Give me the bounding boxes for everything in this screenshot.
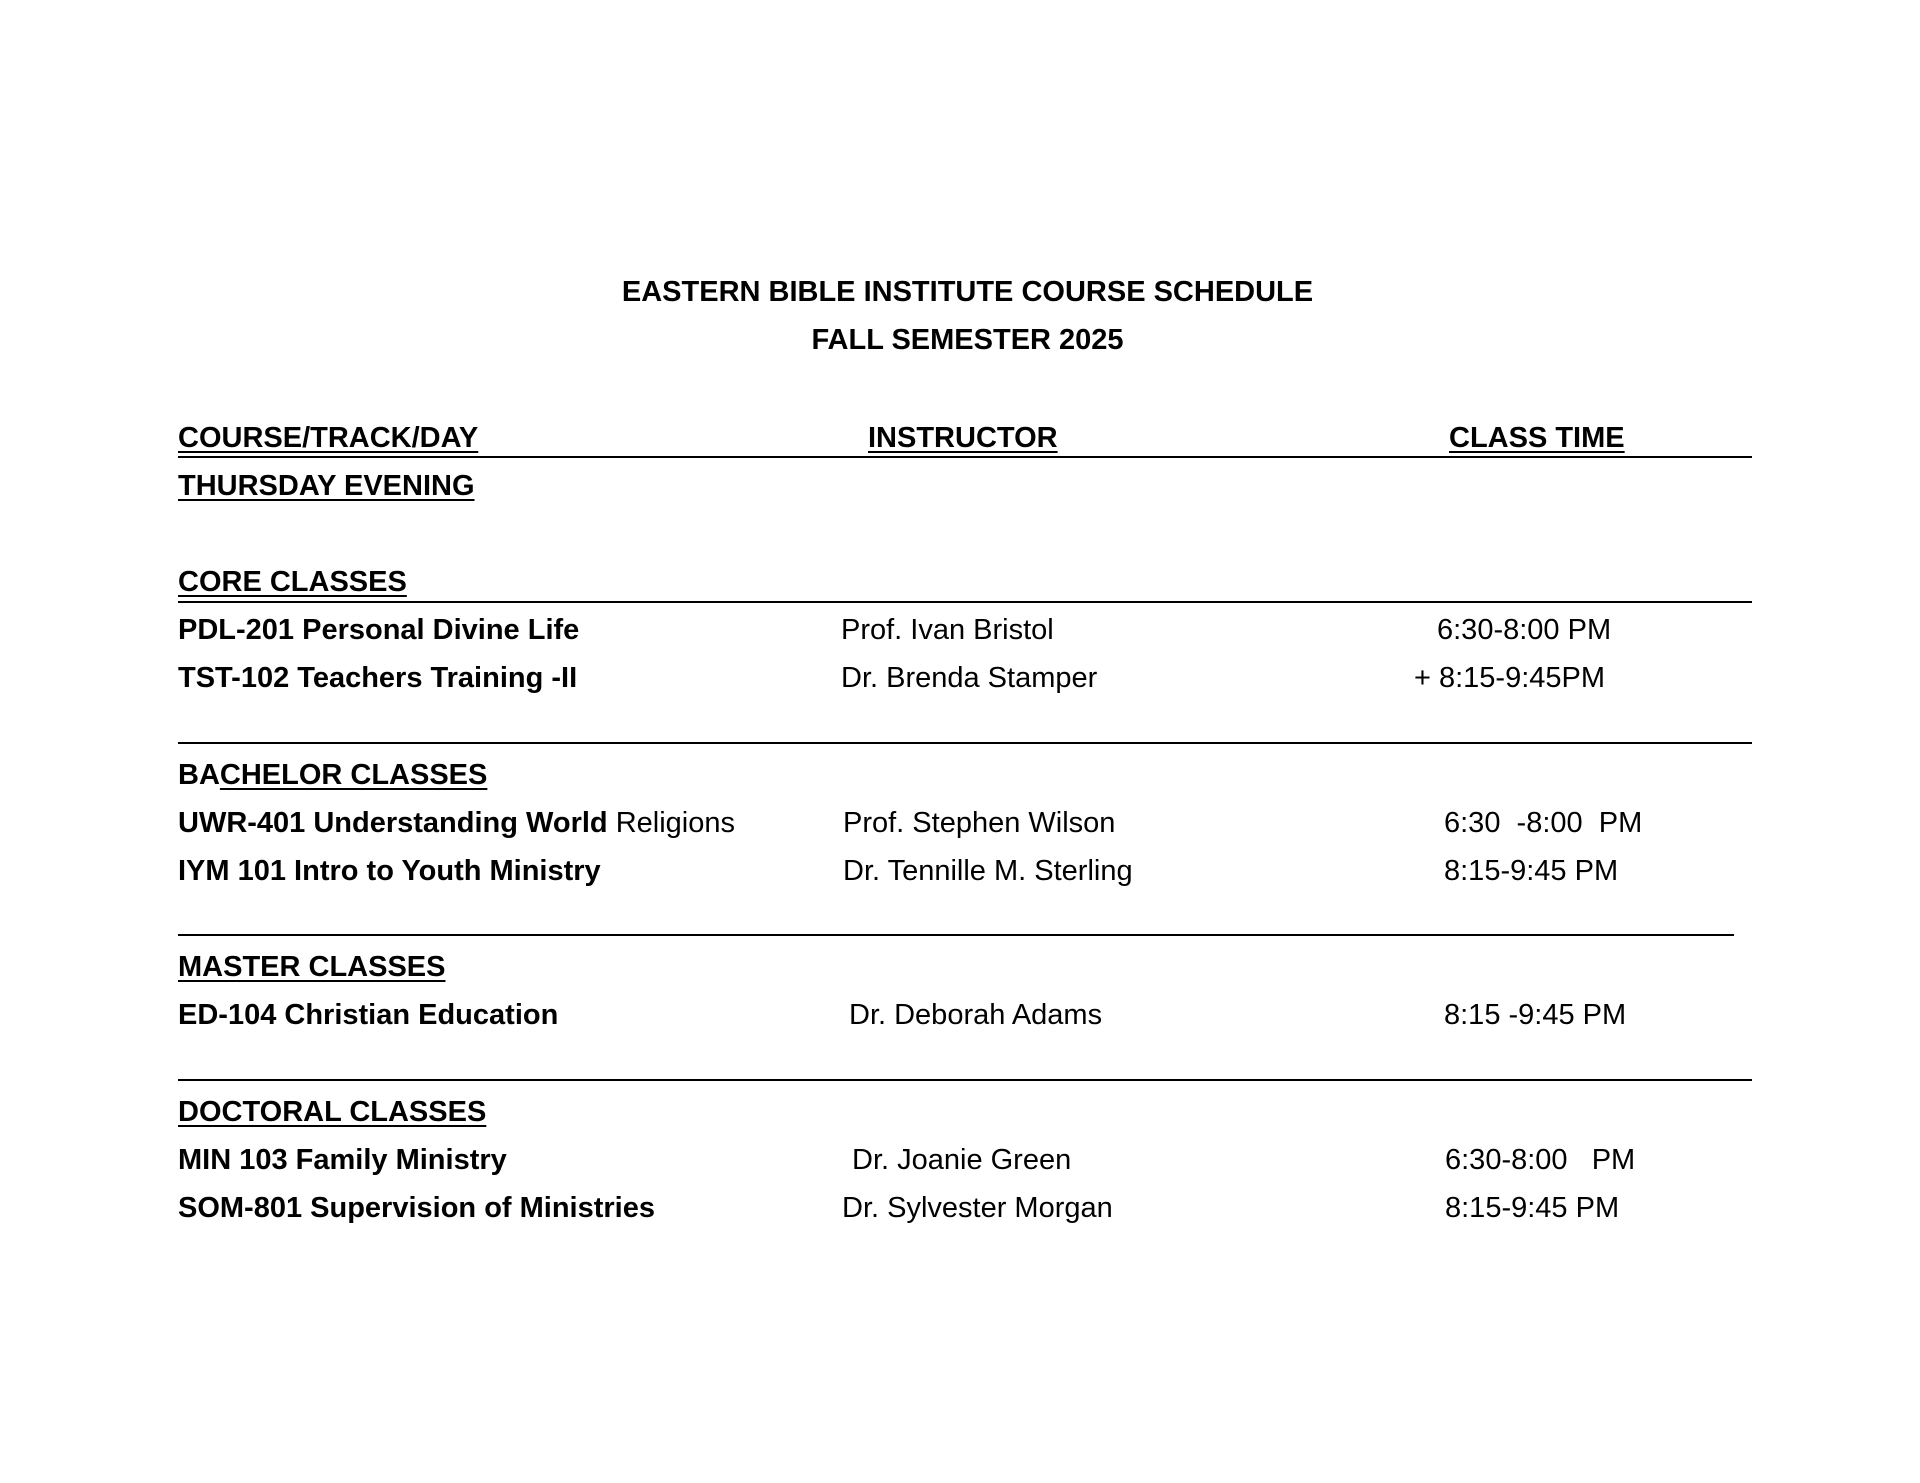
instructor-name: Dr. Sylvester Morgan — [842, 1192, 1113, 1224]
divider-line — [178, 1079, 1752, 1081]
section-heading-core: CORE CLASSES — [178, 566, 407, 598]
day-heading: THURSDAY EVENING — [178, 470, 475, 502]
course-name: SOM-801 Supervision of Ministries — [178, 1192, 655, 1224]
column-header-instructor: INSTRUCTOR — [868, 422, 1058, 454]
course-name-extra: Religions — [607, 807, 735, 839]
section-heading-doctoral: DOCTORAL CLASSES — [178, 1096, 487, 1128]
column-header-course: COURSE/TRACK/DAY — [178, 422, 479, 454]
instructor-name: Dr. Tennille M. Sterling — [843, 855, 1133, 887]
section-rule-core — [178, 601, 1752, 603]
divider-line — [178, 934, 1734, 936]
course-name: MIN 103 Family Ministry — [178, 1144, 507, 1176]
header-rule — [178, 456, 1752, 458]
class-time: 6:30 -8:00 PM — [1444, 807, 1643, 839]
page-title: EASTERN BIBLE INSTITUTE COURSE SCHEDULE — [621, 276, 1314, 308]
divider-line — [178, 742, 1752, 744]
class-time: 8:15 -9:45 PM — [1444, 999, 1627, 1031]
instructor-name: Dr. Brenda Stamper — [841, 662, 1098, 694]
course-name: UWR-401 Understanding World Religions — [178, 807, 735, 839]
course-name: PDL-201 Personal Divine Life — [178, 614, 580, 646]
instructor-name: Dr. Joanie Green — [852, 1144, 1072, 1176]
class-time: 6:30-8:00 PM — [1437, 614, 1612, 646]
section-heading-bachelor-underlined: CHELOR CLASSES — [219, 759, 488, 791]
section-heading-master: MASTER CLASSES — [178, 951, 446, 983]
class-time: 8:15-9:45 PM — [1445, 1192, 1620, 1224]
class-time: + 8:15-9:45PM — [1414, 662, 1606, 694]
page-subtitle: FALL SEMESTER 2025 — [811, 324, 1124, 356]
instructor-name: Dr. Deborah Adams — [849, 999, 1103, 1031]
course-name: TST-102 Teachers Training -II — [178, 662, 578, 694]
class-time: 8:15-9:45 PM — [1444, 855, 1619, 887]
class-time: 6:30-8:00 PM — [1445, 1144, 1636, 1176]
column-header-time: CLASS TIME — [1449, 422, 1625, 454]
course-name: IYM 101 Intro to Youth Ministry — [178, 855, 601, 887]
section-heading-bachelor-plain: BA — [178, 759, 220, 791]
instructor-name: Prof. Stephen Wilson — [843, 807, 1116, 839]
course-name: ED-104 Christian Education — [178, 999, 559, 1031]
section-heading-bachelor — [178, 759, 487, 792]
instructor-name: Prof. Ivan Bristol — [841, 614, 1054, 646]
